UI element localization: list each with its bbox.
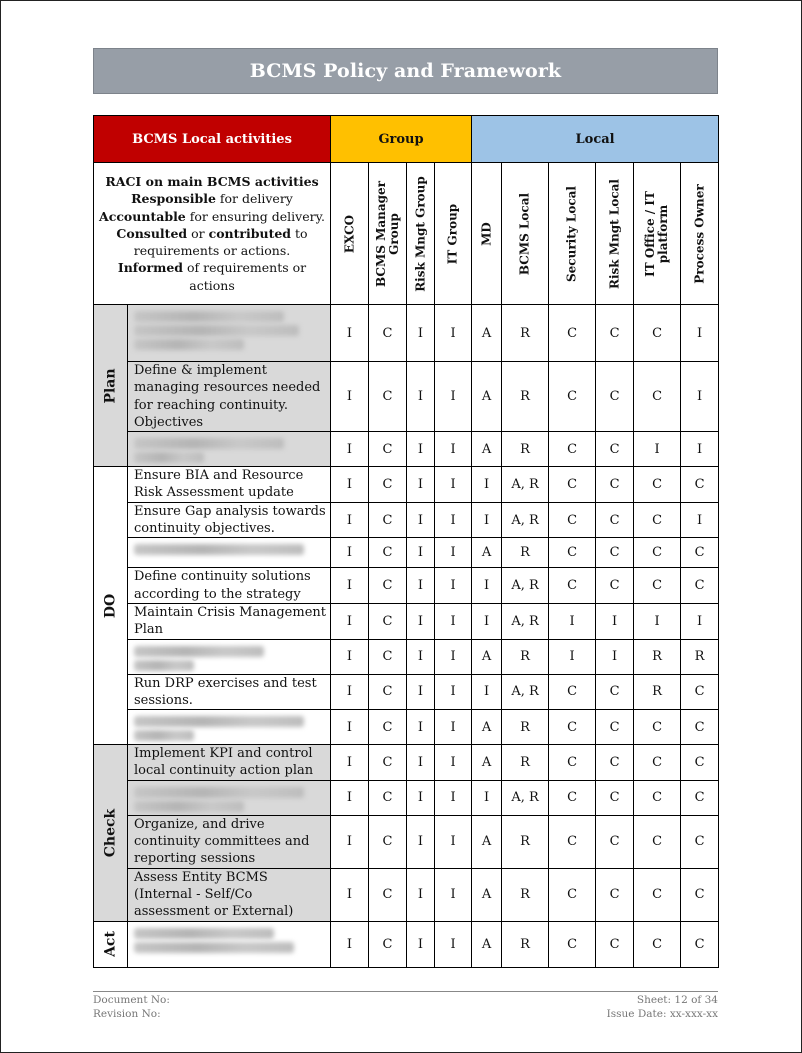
raci-value-cell: C [549, 502, 596, 538]
raci-value-cell: I [472, 674, 502, 710]
raci-value-cell: C [681, 538, 719, 568]
raci-value-cell: C [596, 538, 634, 568]
raci-value-cell: I [331, 362, 369, 432]
activity-cell [128, 745, 331, 781]
legend-accountable-desc: for ensuring delivery. [185, 208, 325, 224]
raci-value-cell: C [634, 710, 681, 745]
redacted-text [134, 452, 204, 463]
raci-value-cell: C [369, 603, 407, 639]
raci-value-cell: C [369, 710, 407, 745]
activity-cell [128, 502, 331, 538]
raci-value-cell: I [435, 780, 472, 815]
redacted-text [134, 942, 294, 953]
table-row [94, 603, 719, 639]
phase-cell-do [94, 467, 128, 745]
table-row [94, 305, 719, 362]
raci-value-cell: C [369, 362, 407, 432]
raci-value-cell: A, R [502, 674, 549, 710]
raci-value-cell: I [407, 603, 435, 639]
raci-value-cell: C [369, 432, 407, 467]
col-label: MD [479, 221, 494, 246]
table-row [94, 502, 719, 538]
raci-value-cell: I [331, 815, 369, 868]
raci-value-cell: I [634, 432, 681, 467]
raci-value-cell: A [472, 538, 502, 568]
raci-value-cell: I [472, 467, 502, 503]
raci-value-cell: C [596, 432, 634, 467]
col-label: Risk Mngt Local [607, 178, 622, 289]
raci-value-cell: I [407, 568, 435, 604]
phase-label: Act [102, 931, 118, 957]
redacted-text [134, 544, 304, 555]
raci-value-cell: A [472, 639, 502, 674]
raci-value-cell: I [407, 745, 435, 781]
legend-informed: Informed [117, 260, 184, 276]
raci-value-cell: C [549, 432, 596, 467]
raci-value-cell: C [634, 502, 681, 538]
table-row [94, 467, 719, 503]
raci-value-cell: A, R [502, 568, 549, 604]
raci-value-cell: C [596, 674, 634, 710]
raci-value-cell: C [634, 868, 681, 921]
raci-value-cell: C [681, 568, 719, 604]
col-label: IT Group [445, 203, 460, 264]
activity-cell-redacted [128, 432, 331, 467]
raci-value-cell: C [549, 921, 596, 967]
raci-value-cell: C [681, 868, 719, 921]
raci-value-cell: C [681, 745, 719, 781]
redacted-text [134, 438, 284, 449]
raci-value-cell: C [596, 868, 634, 921]
raci-value-cell: I [681, 305, 719, 362]
col-label: Risk Mngt Group [413, 175, 427, 292]
raci-value-cell: I [407, 710, 435, 745]
raci-value-cell: C [549, 467, 596, 503]
raci-value-cell: C [634, 362, 681, 432]
raci-value-cell: C [596, 305, 634, 362]
raci-value-cell: I [407, 815, 435, 868]
raci-value-cell: C [596, 710, 634, 745]
col-label: IT Office / IT platform [643, 190, 671, 277]
col-header-risk-mngt-group [407, 163, 435, 305]
raci-value-cell: I [331, 467, 369, 503]
raci-value-cell: R [502, 815, 549, 868]
activity-text: Maintain Crisis Management Plan [134, 604, 326, 638]
header-local: Local [472, 116, 719, 163]
raci-value-cell: I [435, 362, 472, 432]
raci-value-cell: C [634, 568, 681, 604]
raci-value-cell: I [681, 362, 719, 432]
raci-value-cell: C [369, 745, 407, 781]
raci-value-cell: C [596, 502, 634, 538]
raci-value-cell: C [369, 568, 407, 604]
raci-value-cell: I [681, 432, 719, 467]
legend-informed-desc: of requirements or actions [183, 260, 307, 293]
raci-value-cell: I [407, 639, 435, 674]
raci-value-cell: C [681, 921, 719, 967]
raci-value-cell: I [331, 432, 369, 467]
activity-text: Implement KPI and control local continuity action plan [134, 746, 314, 779]
raci-value-cell: C [634, 921, 681, 967]
header-activities: BCMS Local activities [94, 116, 331, 163]
raci-value-cell: C [369, 639, 407, 674]
activity-cell-redacted [128, 780, 331, 815]
raci-value-cell: I [331, 868, 369, 921]
raci-value-cell: C [596, 815, 634, 868]
activity-cell-redacted [128, 305, 331, 362]
raci-value-cell: C [369, 921, 407, 967]
redacted-text [134, 787, 304, 798]
col-header-bcms-local [502, 163, 549, 305]
legend-accountable: Accountable [99, 208, 186, 224]
phase-cell-act [94, 921, 128, 967]
raci-value-cell: I [407, 502, 435, 538]
raci-value-cell: C [681, 674, 719, 710]
raci-table [93, 115, 719, 968]
sheet-number: Sheet: 12 of 34 [636, 994, 718, 1006]
raci-value-cell: C [549, 780, 596, 815]
raci-value-cell: I [435, 745, 472, 781]
redacted-text [134, 311, 284, 322]
table-row [94, 538, 719, 568]
raci-value-cell: C [596, 745, 634, 781]
phase-label: Check [102, 808, 118, 858]
raci-value-cell: A [472, 432, 502, 467]
raci-value-cell: A, R [502, 603, 549, 639]
raci-value-cell: I [331, 603, 369, 639]
activity-cell [128, 815, 331, 868]
raci-value-cell: C [369, 538, 407, 568]
raci-value-cell: I [331, 639, 369, 674]
table-row [94, 868, 719, 921]
raci-value-cell: I [472, 568, 502, 604]
raci-value-cell: I [435, 432, 472, 467]
raci-value-cell: R [502, 868, 549, 921]
document-no-label: Document No: [93, 994, 170, 1006]
activity-text: Ensure Gap analysis towards continuity objectives. [134, 503, 326, 537]
raci-value-cell: R [502, 745, 549, 781]
raci-value-cell: A [472, 745, 502, 781]
raci-value-cell: C [369, 467, 407, 503]
raci-value-cell: C [634, 305, 681, 362]
raci-value-cell: C [681, 710, 719, 745]
col-label: BCMS Manager Group [373, 180, 401, 287]
redacted-text [134, 730, 194, 741]
phase-label: DO [102, 593, 118, 618]
raci-value-cell: I [407, 921, 435, 967]
col-header-bcms-manager-group [369, 163, 407, 305]
raci-value-cell: C [549, 815, 596, 868]
legend-consulted-desc: to requirements or actions. [133, 225, 308, 259]
raci-value-cell: I [435, 502, 472, 538]
table-row [94, 432, 719, 467]
raci-value-cell: R [502, 432, 549, 467]
raci-value-cell: I [681, 502, 719, 538]
raci-value-cell: I [435, 710, 472, 745]
activity-cell-redacted [128, 639, 331, 674]
col-header-risk-mngt-local [596, 163, 634, 305]
raci-value-cell: A, R [502, 502, 549, 538]
raci-value-cell: I [331, 305, 369, 362]
col-header-exco [331, 163, 369, 305]
activity-text: Ensure BIA and Resource Risk Assessment update [134, 468, 304, 501]
raci-value-cell: I [331, 538, 369, 568]
phase-cell-plan [94, 305, 128, 467]
raci-value-cell: I [472, 502, 502, 538]
raci-value-cell: I [435, 467, 472, 503]
raci-value-cell: R [502, 305, 549, 362]
table-row [94, 921, 719, 967]
raci-value-cell: I [331, 745, 369, 781]
redacted-text [134, 801, 244, 812]
col-label: Security Local [564, 185, 579, 282]
legend-consulted: Consulted [116, 225, 188, 241]
col-header-security-local [549, 163, 596, 305]
raci-value-cell: C [596, 780, 634, 815]
raci-value-cell: I [549, 603, 596, 639]
raci-value-cell: C [369, 674, 407, 710]
raci-value-cell: R [634, 674, 681, 710]
raci-value-cell: I [331, 710, 369, 745]
raci-value-cell: C [369, 305, 407, 362]
redacted-text [134, 646, 264, 657]
raci-value-cell: I [331, 780, 369, 815]
phase-label: Plan [102, 368, 118, 404]
table-row [94, 710, 719, 745]
raci-value-cell: C [549, 362, 596, 432]
activity-cell [128, 603, 331, 639]
raci-value-cell: C [634, 467, 681, 503]
raci-value-cell: I [407, 538, 435, 568]
legend-responsible-desc: for delivery [215, 191, 293, 207]
raci-value-cell: A [472, 815, 502, 868]
raci-value-cell: A [472, 362, 502, 432]
activity-cell [128, 362, 331, 432]
raci-value-cell: C [369, 780, 407, 815]
raci-value-cell: I [435, 568, 472, 604]
raci-value-cell: I [331, 502, 369, 538]
legend-title: RACI on main BCMS activities [105, 173, 319, 189]
activity-text: Define & implement managing resources needed for reaching continuity. Objectives [134, 363, 321, 430]
raci-value-cell: C [549, 305, 596, 362]
raci-value-cell: I [435, 305, 472, 362]
raci-value-cell: C [369, 815, 407, 868]
activity-cell [128, 568, 331, 604]
raci-value-cell: I [634, 603, 681, 639]
raci-value-cell: I [435, 603, 472, 639]
raci-value-cell: A [472, 305, 502, 362]
raci-value-cell: R [502, 710, 549, 745]
raci-value-cell: I [435, 921, 472, 967]
activity-cell [128, 467, 331, 503]
raci-value-cell: R [502, 921, 549, 967]
raci-value-cell: I [331, 921, 369, 967]
col-label: BCMS Local [517, 192, 532, 275]
raci-value-cell: C [549, 674, 596, 710]
raci-value-cell: C [596, 362, 634, 432]
table-row [94, 745, 719, 781]
table-row [94, 362, 719, 432]
raci-value-cell: A [472, 868, 502, 921]
raci-value-cell: R [502, 639, 549, 674]
raci-value-cell: I [472, 603, 502, 639]
raci-value-cell: C [681, 780, 719, 815]
table-row [94, 815, 719, 868]
col-header-it-group [435, 163, 472, 305]
redacted-text [134, 716, 304, 727]
col-header-process-owner [681, 163, 719, 305]
raci-value-cell: I [407, 674, 435, 710]
raci-value-cell: I [407, 362, 435, 432]
activity-text: Assess Entity BCMS (Internal - Self/Co assessment or External) [134, 869, 294, 920]
raci-value-cell: C [369, 868, 407, 921]
raci-value-cell: C [549, 745, 596, 781]
header-row-groups [94, 116, 719, 163]
raci-value-cell: I [472, 780, 502, 815]
col-header-it-office [634, 163, 681, 305]
raci-value-cell: C [549, 538, 596, 568]
raci-value-cell: R [634, 639, 681, 674]
legend-contributed: contributed [208, 225, 292, 241]
legend-responsible: Responsible [131, 191, 216, 207]
raci-value-cell: R [681, 639, 719, 674]
raci-value-cell: I [596, 603, 634, 639]
raci-value-cell: I [331, 568, 369, 604]
raci-value-cell: C [596, 921, 634, 967]
raci-value-cell: C [596, 467, 634, 503]
raci-value-cell: C [549, 868, 596, 921]
header-row-roles [94, 163, 719, 305]
raci-value-cell: A, R [502, 780, 549, 815]
raci-value-cell: I [435, 538, 472, 568]
redacted-text [134, 339, 244, 350]
raci-value-cell: C [549, 710, 596, 745]
header-group: Group [331, 116, 472, 163]
page-footer [93, 991, 718, 1021]
raci-value-cell: C [634, 538, 681, 568]
redacted-text [134, 928, 274, 939]
raci-value-cell: I [435, 639, 472, 674]
page-title: BCMS Policy and Framework [93, 48, 718, 94]
table-row [94, 568, 719, 604]
raci-value-cell: I [407, 467, 435, 503]
issue-date: Issue Date: xx-xxx-xx [606, 1008, 718, 1020]
activity-cell-redacted [128, 921, 331, 967]
raci-value-cell: A [472, 921, 502, 967]
phase-cell-check [94, 745, 128, 921]
raci-value-cell: C [634, 780, 681, 815]
table-row [94, 674, 719, 710]
revision-no-label: Revision No: [93, 1008, 161, 1020]
redacted-text [134, 325, 299, 336]
raci-value-cell: I [331, 674, 369, 710]
raci-value-cell: C [369, 502, 407, 538]
raci-value-cell: R [502, 538, 549, 568]
raci-value-cell: C [681, 467, 719, 503]
raci-value-cell: C [634, 745, 681, 781]
activity-text: Organize, and drive continuity committees and reporting sessions [134, 816, 310, 867]
activity-text: Run DRP exercises and test sessions. [134, 675, 317, 708]
raci-value-cell: I [435, 815, 472, 868]
raci-value-cell: A [472, 710, 502, 745]
table-row [94, 780, 719, 815]
raci-value-cell: C [634, 815, 681, 868]
activity-cell-redacted [128, 710, 331, 745]
col-label: Process Owner [692, 183, 707, 284]
activity-text: Define continuity solutions according to the strategy [134, 569, 311, 602]
raci-value-cell: I [435, 674, 472, 710]
legend-or: or [187, 225, 209, 241]
raci-value-cell: A, R [502, 467, 549, 503]
raci-value-cell: I [681, 603, 719, 639]
raci-value-cell: C [596, 568, 634, 604]
raci-value-cell: I [549, 639, 596, 674]
table-row [94, 639, 719, 674]
raci-value-cell: I [596, 639, 634, 674]
raci-value-cell: I [407, 780, 435, 815]
raci-value-cell: I [407, 868, 435, 921]
raci-legend [94, 163, 331, 305]
activity-cell-redacted [128, 538, 331, 568]
raci-value-cell: I [407, 305, 435, 362]
raci-value-cell: R [502, 362, 549, 432]
col-header-md [472, 163, 502, 305]
activity-cell [128, 868, 331, 921]
col-label: EXCO [342, 214, 356, 253]
raci-value-cell: I [407, 432, 435, 467]
raci-value-cell: C [549, 568, 596, 604]
redacted-text [134, 660, 194, 671]
raci-value-cell: C [681, 815, 719, 868]
raci-value-cell: I [435, 868, 472, 921]
activity-cell [128, 674, 331, 710]
